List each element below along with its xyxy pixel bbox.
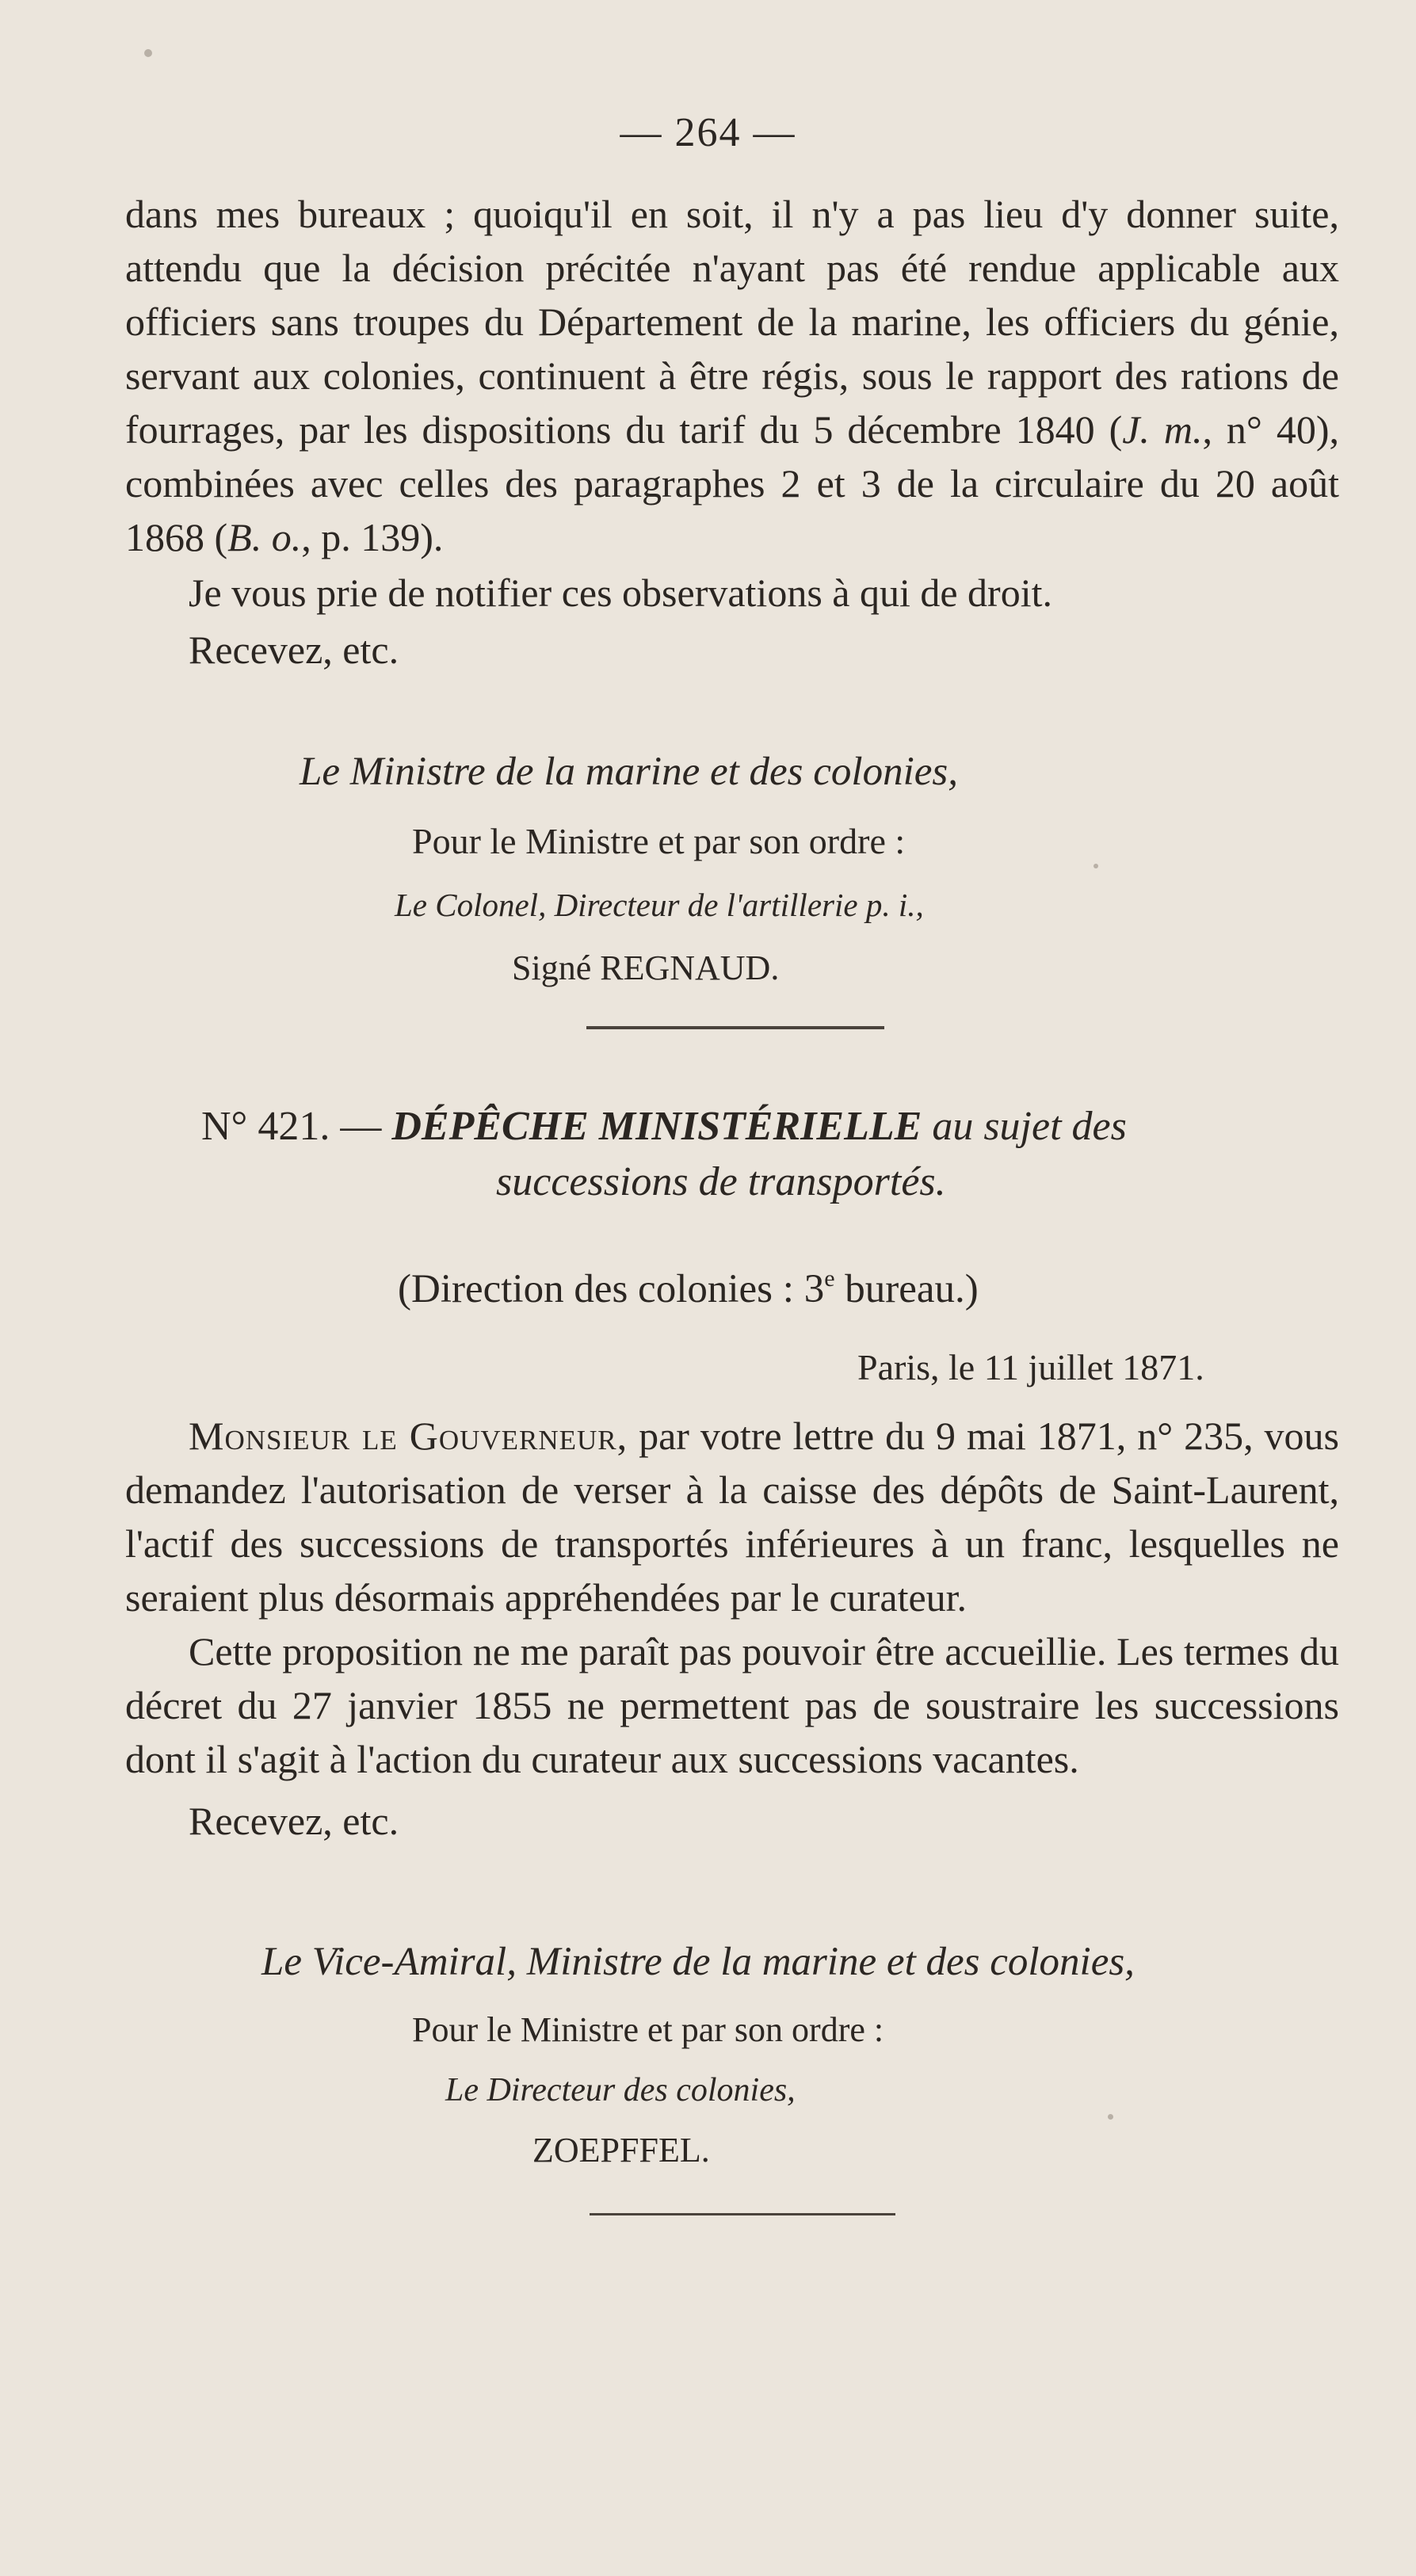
section-divider xyxy=(586,1026,884,1029)
first-signature-role: Le Colonel, Directeur de l'artillerie p. i., xyxy=(395,887,924,923)
salutation: Monsieur le Gouverneur, xyxy=(189,1414,628,1458)
first-signature-order: Pour le Ministre et par son ordre : xyxy=(412,821,906,861)
end-divider xyxy=(590,2213,895,2215)
first-letter-closing: Recevez, etc. xyxy=(189,628,399,672)
dispatch-heading: N° 421. — DÉPÊCHE MINISTÉRIELLE au sujet des xyxy=(201,1104,1127,1149)
dispatch-date: Paris, le 11 juillet 1871. xyxy=(857,1347,1204,1387)
first-signature-title: Le Ministre de la marine et des colonies, xyxy=(300,750,958,794)
second-letter-paragraph: Monsieur le Gouverneur, par votre lettre du 9 mai 1871, n° 235, vous demandez l'autorisation de verser à la caisse des dépôts de Saint-Laurent, l'actif des successions de transportés inférieures à un franc, lesquelles ne seraient plus désormais appréhendées par le curateur. xyxy=(125,1414,1339,1620)
dispatch-direction: (Direction des colonies : 3e bureau.) xyxy=(398,1265,979,1311)
page-number: — 264 — xyxy=(620,110,796,155)
first-letter-paragraph: dans mes bureaux ; quoiqu'il en soit, il n'y a pas lieu d'y donner suite, attendu que la décision précitée n'ayant pas été rendue applicable aux officiers sans troupes du Département de la marine, les officiers du génie, servant aux colonies, continuent à être régis, sous le rapport des rations de fourrages, par les dispositions du tarif du 5 décembre 1840 (J. m., n° 40), combinées avec celles des paragraphes 2 et 3 de la circulaire du 20 août 1868 (B. o., p. 139). xyxy=(125,192,1340,559)
second-signature-name: ZOEPFFEL. xyxy=(532,2131,710,2170)
second-signature-role: Le Directeur des colonies, xyxy=(445,2072,796,2109)
first-letter-body xyxy=(125,187,1339,677)
first-letter-notify: Je vous prie de notifier ces observations à qui de droit. xyxy=(189,571,1052,615)
first-signature-name: Signé REGNAUD. xyxy=(512,948,780,987)
dispatch-number: N° 421. xyxy=(201,1104,330,1149)
second-signature-order: Pour le Ministre et par son ordre : xyxy=(412,2010,884,2049)
dispatch-subject: successions de transportés. xyxy=(496,1159,946,1204)
second-letter-body xyxy=(125,1409,1339,1848)
second-signature-title: Le Vice-Amiral, Ministre de la marine et des colonies, xyxy=(261,1940,1135,1984)
dispatch-type: DÉPÊCHE MINISTÉRIELLE xyxy=(391,1104,922,1149)
second-letter-closing: Recevez, etc. xyxy=(189,1799,399,1843)
second-letter-response: Cette proposition ne me paraît pas pouvoir être accueillie. Les termes du décret du 27 janvier 1855 ne permettent pas de soustraire les successions dont il s'agit à l'action du curateur aux successions vacantes. xyxy=(125,1629,1339,1781)
